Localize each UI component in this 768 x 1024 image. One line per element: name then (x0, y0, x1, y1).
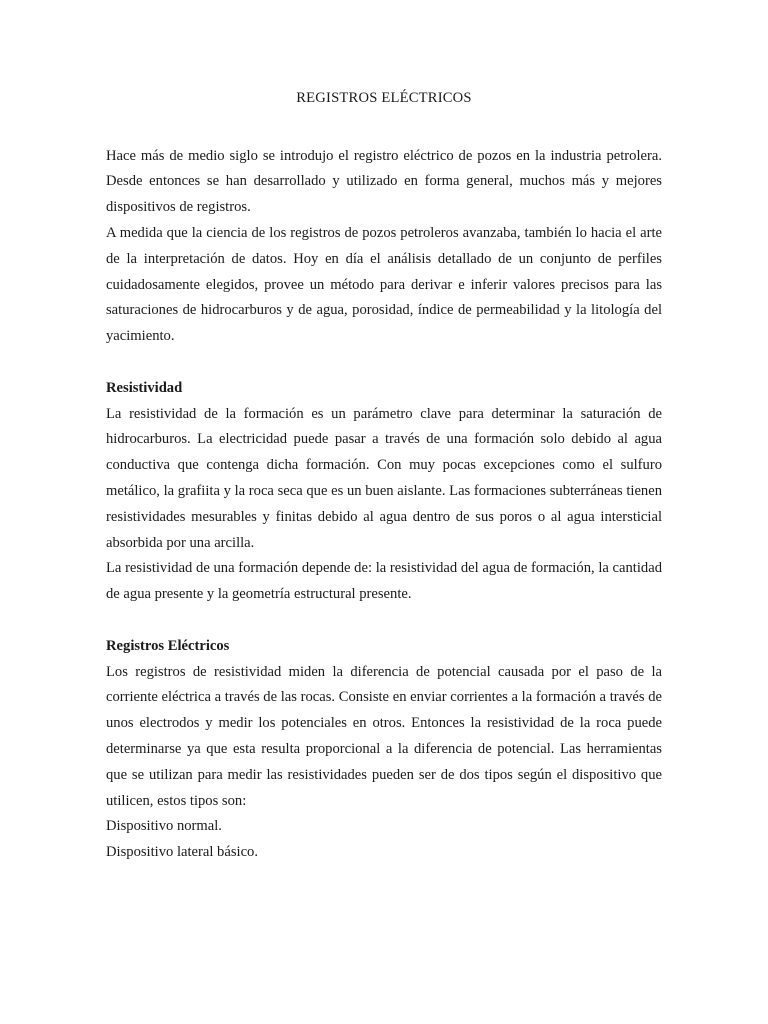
list-item-dispositivo-lateral: Dispositivo lateral básico. (106, 844, 258, 861)
document-page (106, 86, 662, 866)
section-heading-registros-electricos: Registros Eléctricos (106, 637, 230, 654)
spacer (106, 608, 662, 634)
spacer (106, 350, 662, 376)
intro-paragraph: Hace más de medio siglo se introdujo el registro eléctrico de pozos en la industria petrolera. Desde entonces se han desarrollado y utilizado en forma general, muchos más y mejores dispositivos de registros. (106, 147, 662, 216)
spacer (106, 112, 662, 138)
section-paragraph: La resistividad de la formación es un parámetro clave para determinar la saturación de hidrocarburos. La electricidad puede pasar a través de una formación solo debido al agua conductiva que contenga dicha formación. Con muy pocas excepciones como el sulfuro metálico, la grafiita y la roca seca que es un buen aislante. Las formaciones subterráneas tienen resistividades mesurables y finitas debido al agua dentro de sus poros o al agua intersticial absorbida por una arcilla. (106, 405, 662, 551)
section-heading-resistividad: Resistividad (106, 379, 183, 396)
section-paragraph: La resistividad de una formación depende de: la resistividad del agua de formación, la cantidad de agua presente y la geometría estructural presente. (106, 560, 662, 603)
section-paragraph: Los registros de resistividad miden la diferencia de potencial causada por el paso de la corriente eléctrica a través de las rocas. Consiste en enviar corrientes a la formación a través de unos electrodos y medir los potenciales en otros. Entonces la resistividad de la roca puede determinarse ya que esta resulta proporcional a la diferencia de potencial. Las herramientas que se utilizan para medir las resistividades pueden ser de dos tipos según el dispositivo que utilicen, estos tipos son: (106, 663, 662, 809)
document-title: REGISTROS ELÉCTRICOS (296, 90, 472, 106)
intro-paragraph: A medida que la ciencia de los registros de pozos petroleros avanzaba, también lo hacia el arte de la interpretación de datos. Hoy en día el análisis detallado de un conjunto de perfiles cuidadosamente elegidos, provee un método para derivar e inferir valores precisos para las saturaciones de hidrocarburos y de agua, porosidad, índice de permeabilidad y la litología del yacimiento. (106, 224, 662, 345)
list-item-dispositivo-normal: Dispositivo normal. (106, 818, 222, 835)
